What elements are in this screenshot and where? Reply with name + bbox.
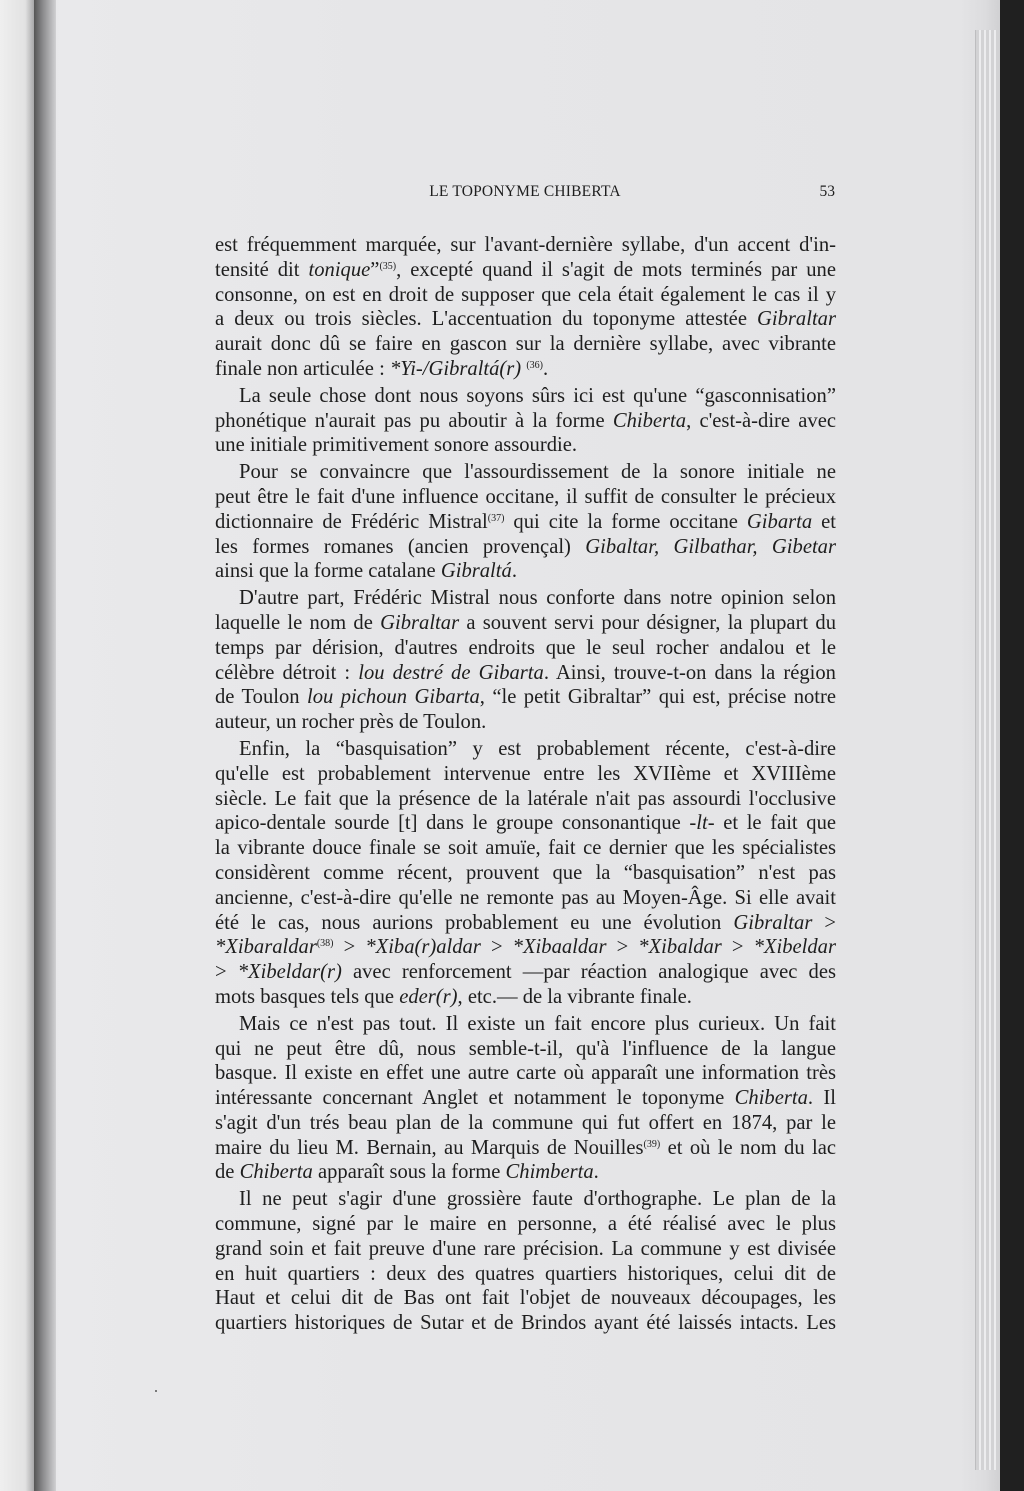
paragraph [215, 737, 836, 1010]
text-run: , “le petit Gibraltar” qui est, précise notre [479, 686, 837, 709]
text-run: , etc.— de la vibrante finale. [457, 985, 692, 1008]
text-line [215, 861, 836, 886]
text-line [215, 510, 836, 535]
text-line [215, 811, 836, 836]
text-run: > [812, 911, 836, 934]
footnote-ref: (39) [643, 1138, 661, 1150]
paragraph [215, 586, 836, 735]
running-title: LE TOPONYME CHIBERTA [429, 183, 621, 200]
italic-term: -lt- [689, 812, 715, 835]
text-line [215, 1160, 836, 1185]
text-run: laquelle le nom de [215, 611, 381, 634]
text-run: en huit quartiers : deux des quatres quartiers historiques, celui dit de [215, 1262, 836, 1285]
italic-term: Gibaltar, Gilbathar, Gibetar [585, 535, 836, 558]
text-line [215, 886, 836, 911]
text-run: aurait donc dû se faire en gascon sur la dernière syllabe, avec vibrante [215, 333, 836, 356]
text-run: finale non articulée : [215, 357, 390, 380]
italic-term: Gibarta [746, 510, 813, 533]
body-text [215, 233, 836, 1338]
text-line [215, 762, 836, 787]
text-run: a deux ou trois siècles. L'accentuation du toponyme attestée [215, 308, 758, 331]
running-header [215, 183, 835, 205]
text-run: Mais ce n'est pas tout. Il existe un fait encore plus curieux. Un fait [239, 1012, 836, 1035]
text-line [215, 911, 836, 936]
text-line [215, 985, 836, 1010]
text-line [215, 283, 836, 308]
text-run: consonne, on est en droit de supposer que cela était également le cas il y [215, 283, 836, 306]
text-run: . [511, 560, 517, 583]
italic-term: Gibraltá [440, 560, 512, 583]
italic-term: *Xibaaldar [512, 936, 607, 959]
text-run: tensité dit [215, 258, 309, 281]
text-line [215, 258, 836, 283]
scan-speck [155, 1390, 157, 1392]
italic-term: tonique [308, 258, 371, 281]
text-run: , excepté quand il s'agit de mots terminés par une [396, 258, 836, 281]
text-line [215, 1012, 836, 1037]
text-run: > [215, 961, 238, 984]
text-run: la vibrante douce finale se soit amuïe, fait ce dernier que les spécialistes [215, 837, 836, 860]
footnote-ref: (38) [316, 938, 334, 950]
book-gutter-shadow [34, 0, 56, 1491]
italic-term: *Xiba(r)aldar [365, 936, 481, 959]
italic-term: eder(r) [399, 985, 458, 1008]
text-line [215, 1187, 836, 1212]
text-line [215, 1262, 836, 1287]
text-run: qu'elle est probablement intervenue entre les XVIIème et XVIIIème [215, 762, 836, 785]
footnote-ref: (35) [379, 260, 397, 272]
text-run: les formes romanes (ancien provençal) [215, 535, 586, 558]
text-run: , c'est-à-dire avec [686, 409, 836, 432]
text-line [215, 787, 836, 812]
text-run: > [721, 936, 754, 959]
text-line [215, 1212, 836, 1237]
text-run: Enfin, la “basquisation” y est probablement récente, c'est-à-dire [239, 737, 836, 760]
text-run: été le cas, nous aurions probablement eu une évolution [215, 911, 734, 934]
text-run: mots basques tels que [215, 985, 400, 1008]
text-line [215, 1061, 836, 1086]
text-line [215, 1237, 836, 1262]
text-line [215, 1136, 836, 1161]
text-run: > [333, 936, 366, 959]
text-line [215, 559, 836, 584]
text-run: Pour se convaincre que l'assourdissement de la sonore initiale ne [239, 461, 836, 484]
text-run: auteur, un rocher près de Toulon. [215, 711, 487, 734]
text-line [215, 1111, 836, 1136]
text-run: . Ainsi, trouve-t-on dans la région [543, 661, 836, 684]
italic-term: *Yi-/Gibraltá(r) [389, 357, 522, 380]
text-run: quartiers historiques de Sutar et de Brindos ayant été laissés intacts. Les [215, 1312, 836, 1335]
text-run: célèbre détroit : [215, 661, 359, 684]
text-run: avec renforcement —par réaction analogique avec des [341, 961, 836, 984]
text-line [215, 535, 836, 560]
text-run: temps par dérision, d'autres endroits que le seul rocher andalou et le [215, 636, 836, 659]
text-run: Haut et celui dit de Bas ont fait l'objet de nouveaux découpages, les [215, 1287, 836, 1310]
text-line [215, 1086, 836, 1111]
text-run: intéressante concernant Anglet et notamment le toponyme [215, 1087, 735, 1110]
previous-page-edge [0, 0, 36, 1491]
text-line [215, 433, 836, 458]
text-run: et [812, 510, 836, 533]
text-line [215, 636, 836, 661]
text-run: de [215, 1161, 240, 1184]
italic-term: Chiberta [612, 409, 687, 432]
italic-term: lou pichoun Gibarta [307, 686, 480, 709]
italic-term: *Xibaraldar [215, 936, 317, 959]
text-run: . [593, 1161, 599, 1184]
italic-term: Chimberta [505, 1161, 594, 1184]
italic-term: Chiberta [734, 1087, 808, 1110]
italic-term: *Xibaldar [638, 936, 722, 959]
text-line [215, 332, 836, 357]
paragraph [215, 1187, 836, 1336]
text-run: basque. Il existe en effet une autre carte où apparaît une information très [215, 1062, 836, 1085]
text-line [215, 307, 836, 332]
text-run: maire du lieu M. Bernain, au Marquis de Nouilles [215, 1136, 644, 1159]
text-run: commune, signé par le maire en personne, a été réalisé avec le plus [215, 1213, 836, 1236]
text-line [215, 357, 836, 382]
text-run: et le fait que [714, 812, 837, 835]
text-line [215, 409, 836, 434]
text-run: siècle. Le fait que la présence de la latérale n'ait pas assourdi l'occlusive [215, 787, 836, 810]
text-line [215, 611, 836, 636]
text-line [215, 1037, 836, 1062]
paragraph [215, 1012, 836, 1186]
text-line [215, 737, 836, 762]
text-run: ancienne, c'est-à-dire qu'elle ne remonte pas au Moyen-Âge. Si elle avait [215, 886, 836, 909]
text-run: ” [370, 258, 380, 281]
italic-term: *Xibeldar [753, 936, 836, 959]
text-run: apico-dentale sourde [t] dans le groupe consonantique [215, 812, 690, 835]
text-line [215, 485, 836, 510]
italic-term: lou destré de Gibarta [358, 661, 544, 684]
text-line [215, 586, 836, 611]
text-line [215, 233, 836, 258]
text-line [215, 935, 836, 960]
text-run: > [606, 936, 639, 959]
text-run: une initiale primitivement sonore assourdie. [215, 434, 578, 457]
text-run: s'agit d'un trés beau plan de la commune qui fut offert en 1874, par le [215, 1111, 836, 1134]
text-run: dictionnaire de Frédéric Mistral [215, 510, 488, 533]
text-run: de Toulon [215, 686, 307, 709]
text-line [215, 661, 836, 686]
page-number: 53 [819, 183, 835, 200]
paragraph [215, 460, 836, 584]
text-run: Il ne peut s'agir d'une grossière faute d'orthographe. Le plan de la [239, 1188, 836, 1211]
text-run: peut être le fait d'une influence occitane, il suffit de consulter le précieux [215, 485, 836, 508]
text-run: . [543, 357, 549, 380]
text-run: > [480, 936, 513, 959]
italic-term: Gibraltar [380, 611, 460, 634]
italic-term: Gibraltar [733, 911, 813, 934]
text-line [215, 460, 836, 485]
text-line [215, 1311, 836, 1336]
footnote-ref: (36) [526, 359, 543, 371]
text-run: grand soin et fait preuve d'une rare précision. La commune y est divisée [215, 1237, 836, 1260]
text-run: . Il [807, 1087, 836, 1110]
text-run: La seule chose dont nous soyons sûrs ici est qu'une “gasconnisation” [239, 384, 836, 407]
italic-term: Gibraltar [757, 308, 836, 331]
text-line [215, 1286, 836, 1311]
page-stack-edges [975, 30, 998, 1470]
text-run: D'autre part, Frédéric Mistral nous conforte dans notre opinion selon [239, 587, 836, 610]
text-run: qui ne peut être dû, nous semble-t-il, qu'à l'influence de la langue [215, 1037, 836, 1060]
text-run: qui cite la forme occitane [504, 510, 747, 533]
text-run: a souvent servi pour désigner, la plupart du [459, 611, 836, 634]
footnote-ref: (37) [487, 512, 505, 524]
text-line [215, 710, 836, 735]
text-line [215, 384, 836, 409]
text-line [215, 960, 836, 985]
text-run: ainsi que la forme catalane [215, 560, 441, 583]
text-run: considèrent comme récent, prouvent que la “basquisation” n'est pas [215, 861, 836, 884]
text-line [215, 685, 836, 710]
text-run: et où le nom du lac [660, 1136, 837, 1159]
text-run: est fréquemment marquée, sur l'avant-dernière syllabe, d'un accent d'in- [215, 234, 836, 256]
scan-background [1000, 0, 1024, 1491]
paragraph [215, 384, 836, 458]
text-line [215, 836, 836, 861]
text-run: apparaît sous la forme [312, 1161, 506, 1184]
italic-term: *Xibeldar(r) [237, 961, 342, 984]
text-run: phonétique n'aurait pas pu aboutir à la forme [215, 409, 613, 432]
paragraph [215, 233, 836, 382]
italic-term: Chiberta [239, 1161, 313, 1184]
